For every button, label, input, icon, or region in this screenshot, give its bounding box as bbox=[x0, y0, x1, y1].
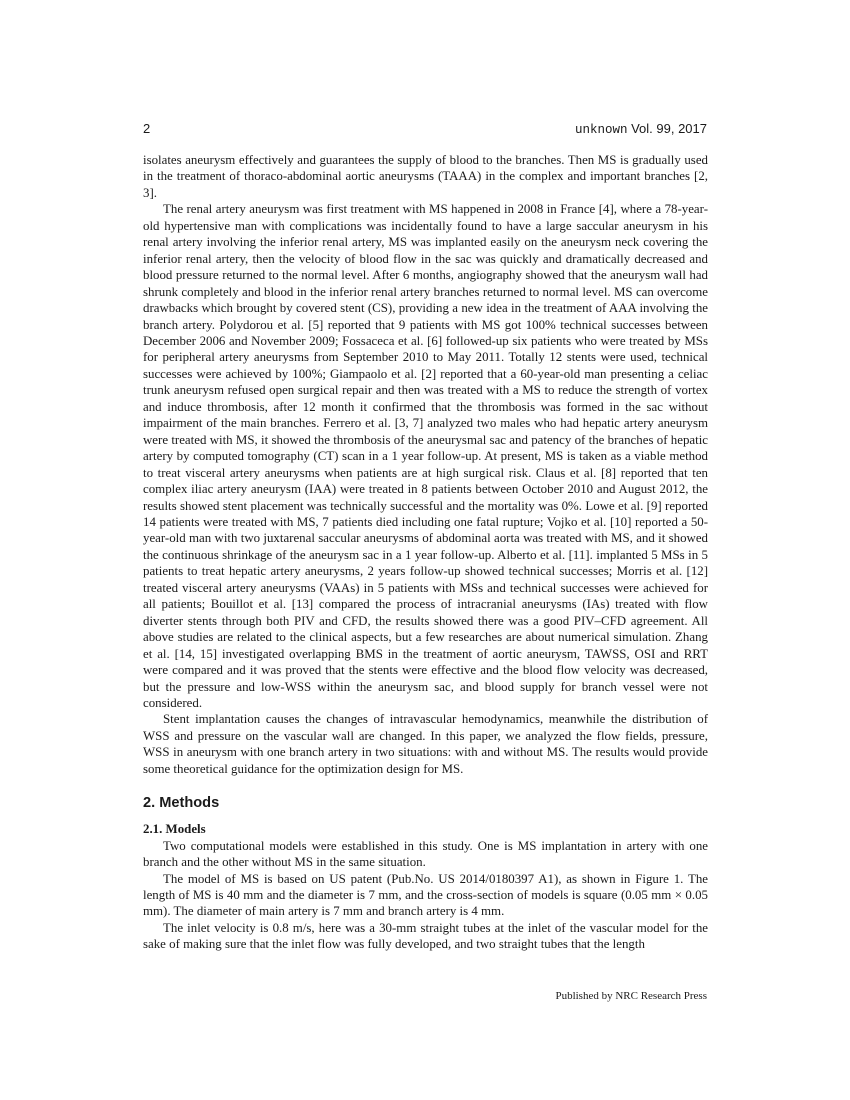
running-header bbox=[143, 121, 707, 137]
journal-info bbox=[575, 121, 707, 137]
section-heading-methods: 2. Methods bbox=[143, 795, 220, 812]
paragraph-continued: isolates aneurysm effectively and guarantees the supply of blood to the branches. Then MS is gradually used in the treatment of thoraco-abdominal aortic aneurysms (TAAA) in the complex and important branches [2, 3]. bbox=[143, 153, 708, 200]
paragraph-models: Two computational models were established in this study. One is MS implantation in artery with one branch and the other without MS in the same situation. bbox=[143, 838, 708, 870]
journal-volume: Vol. 99, 2017 bbox=[627, 121, 707, 136]
paragraph-ms-patent: The model of MS is based on US patent (Pub.No. US 2014/0180397 A1), as shown in Figure 1. The length of MS is 40 mm and the diameter is 7 mm, and the cross-section of models is square (0.05 mm × 0.05 mm). The diameter of main artery is 7 mm and branch artery is 4 mm. bbox=[143, 871, 708, 919]
page-number: 2 bbox=[143, 121, 151, 136]
paragraph-inlet-velocity: The inlet velocity is 0.8 m/s, here was a 30-mm straight tubes at the inlet of the vascular model for the sake of making sure that the inlet flow was fully developed, and two straight tubes that the length bbox=[143, 920, 708, 952]
journal-name: unknown bbox=[574, 123, 628, 137]
paragraph-literature-review: The renal artery aneurysm was first treatment with MS happened in 2008 in France [4], where a 78-year-old hypertensive man with complications was incidentally found to have a large saccular aneurysm in his renal artery involving the inferior renal artery, MS was implanted easily on the aneurysm neck covering the inferior renal artery, then the velocity of blood flow in the sac was quickly and dramatically decreased and blood pressure returned to the normal level. After 6 months, angiography showed that the aneurysm wall had shrunk completely and blood in the inferior renal artery branches returned to normal level. MS can overcome drawbacks which brought by covered stent (CS), providing a new idea in the treatment of AAA involving the branch artery. Polydorou et al. [5] reported that 9 patients with MS got 100% technical successes between December 2006 and November 2009; Fossaceca et al. [6] followed-up six patients who were treated by MSs for peripheral artery aneurysms from September 2010 to May 2011. Totally 12 stents were used, technical successes were achieved by 100%; Giampaolo et al. [2] reported that a 60-year-old man presenting a celiac trunk aneurysm refused open surgical repair and then was treated with a MS to reduce the strength of vortex and induce thrombosis, after 12 month it confirmed that the thrombosis was formed in the sac without impairment of the main branches. Ferrero et al. [3, 7] analyzed two males who had hepatic artery aneurysm were treated with MS, it showed the thrombosis of the aneurysmal sac and patency of the branches of hepatic artery by computed tomography (CT) scan in a 1 year follow-up. At present, MS is taken as a viable method to treat visceral artery aneurysms when patients are at high surgical risk. Claus et al. [8] reported that ten complex iliac artery aneurysm (IAA) were treated in 8 patients between October 2010 and August 2012, the results showed stent placement was technically successful and the mortality was 0%. Lowe et al. [9] reported 14 patients were treated with MS, 7 patients died including one fatal rupture; Vojko et al. [10] reported a 50-year-old man with two juxtarenal saccular aneurysms of abdominal aorta was treated with MS, and it showed the continuous shrinkage of the aneurysm sac in a 1 year follow-up. Alberto et al. [11]. implanted 5 MSs in 5 patients to treat hepatic artery aneurysms, 2 years follow-up showed technical successes; Morris et al. [12] treated visceral artery aneurysms (VAAs) in 5 patients with MSs and technical successes were achieved for all patients; Bouillot et al. [13] compared the process of intracranial aneurysms (IAs) treated with flow diverter stents through both PIV and CFD, the results showed there was a good PIV–CFD agreement. All above studies are related to the clinical aspects, but a few researches are about numerical simulation. Zhang et al. [14, 15] investigated overlapping BMS in the treatment of aortic aneurysm, TAWSS, OSI and RRT were compared and it was proved that the stents were effective and the blood flow velocity was decreased, but the pressure and low-WSS within the aneurysm sac, and blood supply for branch vessel were not considered. bbox=[143, 202, 708, 710]
body-text bbox=[143, 152, 708, 953]
paragraph-study-aim: Stent implantation causes the changes of intravascular hemodynamics, meanwhile the distribution of WSS and pressure on the vascular wall are changed. In this paper, we analyzed the flow fields, pressure, WSS in aneurysm with one branch artery in two situations: with and without MS. The results would provide some theoretical guidance for the optimization design for MS. bbox=[143, 712, 708, 776]
publisher-footer: Published by NRC Research Press bbox=[555, 990, 707, 1002]
subsection-heading-models: 2.1. Models bbox=[143, 822, 206, 837]
